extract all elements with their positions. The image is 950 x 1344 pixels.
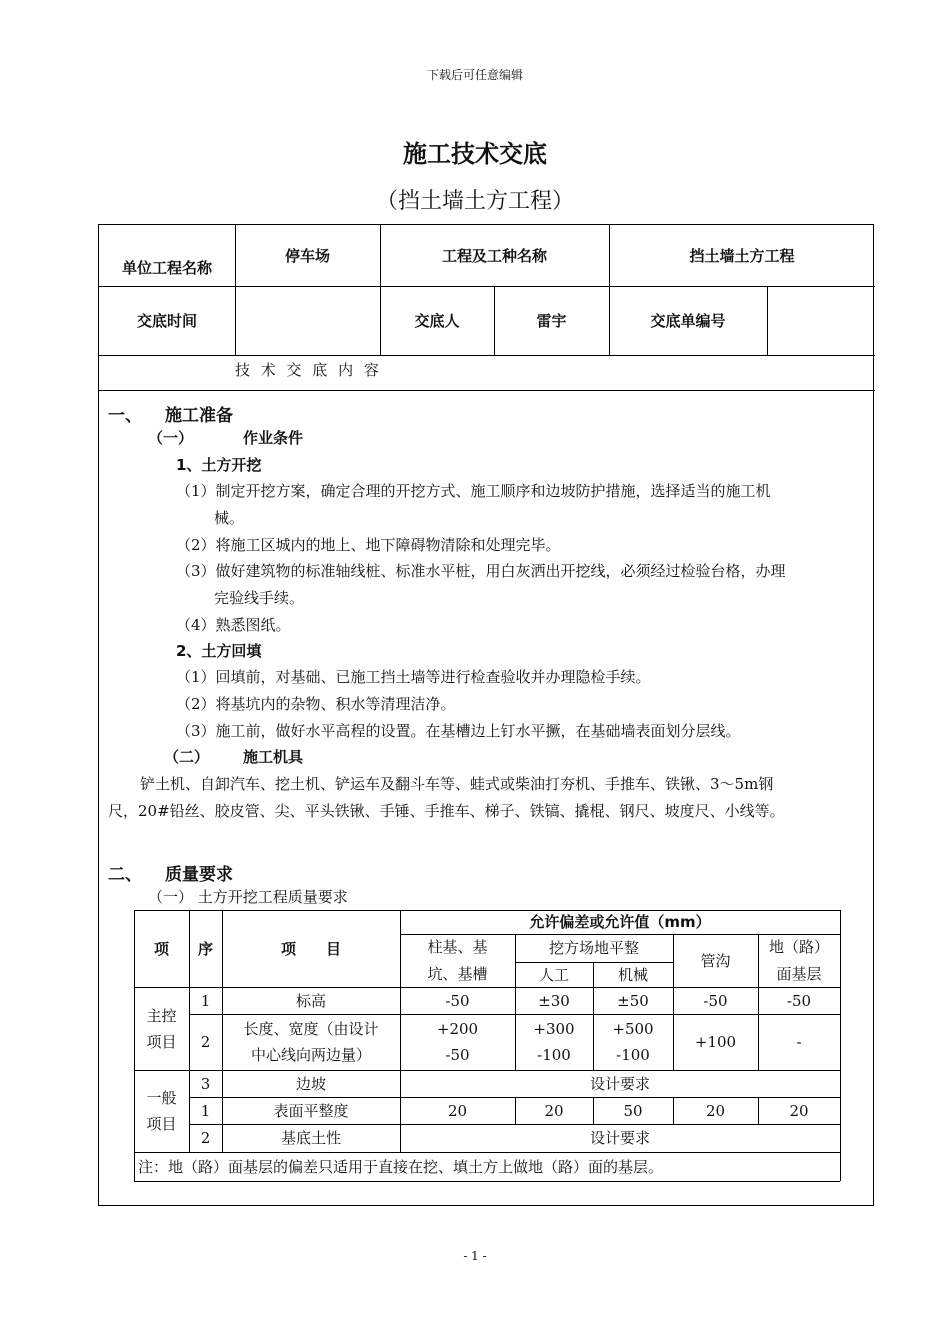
header-allow: 允许偏差或允许值（mm） [529,913,711,931]
table-divider [99,390,875,391]
row-value-line: -50 [445,1046,470,1064]
section2-sub1: （一） 土方开挖工程质量要求 [148,888,348,906]
row-value-line: -100 [537,1046,571,1064]
person-label: 交底人 [414,312,460,330]
sub2-num: （二） [164,748,210,766]
item1-title: 1、土方开挖 [176,456,262,474]
row-name-line: 中心线向两边量） [250,1046,371,1064]
row-merged-value: 设计要求 [589,1129,650,1147]
row-value: ±50 [617,991,649,1010]
row-name: 基底土性 [280,1129,341,1147]
row-name-line: 长度、宽度（由设计 [243,1020,379,1038]
header-seq: 序 [197,939,213,958]
group-general-label: 项目 [146,1115,177,1133]
header-item: 项 [153,939,169,958]
row-value [593,1014,673,1070]
row-merged-value: 设计要求 [589,1074,650,1093]
item2-title: 2、土方回填 [176,642,262,660]
sub2-title: 施工机具 [243,748,304,766]
item2-line: （2）将基坑内的杂物、积水等清理洁净。 [176,695,456,713]
number-label: 交底单编号 [650,312,726,330]
row-seq: 1 [200,991,211,1010]
row-value-line: -100 [616,1046,650,1064]
tools-line: 尺，20#铅丝、胶皮管、尖、平头铁锹、手锤、手推车、梯子、铁镐、撬棍、钢尺、坡度尺、小线等。 [108,802,785,820]
quality-table [134,910,840,1181]
sub1-title: 作业条件 [243,429,304,447]
header-col1: 坑、基槽 [427,964,488,983]
header-name: 项 目 [280,939,341,958]
row-value: -50 [786,991,812,1010]
header-col2-manual: 人工 [538,965,569,984]
time-label: 交底时间 [136,312,197,330]
work-type-label: 工程及工种名称 [441,247,547,265]
group-main [134,987,189,1070]
row-seq: 3 [200,1074,211,1093]
tools-line: 铲土机、自卸汽车、挖土机、铲运车及翻斗车等、蛙式或柴油打夯机、手推车、铁锹、3～5m钢 [140,775,774,793]
row-value-line: +200 [436,1020,479,1038]
item1-line: （2）将施工区城内的地上、地下障碍物清除和处理完毕。 [176,536,561,554]
unit-project-label: 单位工程名称 [121,258,212,277]
header-col1: 柱基、基 [427,938,488,956]
row-seq: 2 [200,1129,211,1147]
header-col3: 管沟 [700,951,731,970]
item1-line: （1）制定开挖方案，确定合理的开挖方式、施工顺序和边坡防护措施，选择适当的施工机 [176,482,771,500]
group-main-label: 项目 [146,1032,177,1051]
time-value [235,286,380,355]
row-value [515,1014,593,1070]
header-col2: 挖方场地平整 [548,939,639,957]
table-divider [840,910,841,1181]
header-col4: 地（路） [768,938,829,956]
page-title: 施工技术交底 [403,140,547,168]
section2-title: 质量要求 [165,865,233,885]
row-value: - [796,1033,802,1051]
number-value [767,286,875,355]
row-value: +100 [694,1033,737,1051]
group-general-label: 一般 [146,1089,177,1107]
row-value: ±30 [538,991,570,1010]
row-value: 20 [705,1101,726,1120]
row-value-line: +300 [533,1020,575,1038]
unit-project-value: 停车场 [284,247,330,265]
row-seq: 1 [200,1101,211,1120]
group-general [134,1070,189,1152]
section1-title: 施工准备 [165,406,233,426]
item1-line: （4）熟悉图纸。 [176,616,291,634]
item1-line: 完验线手续。 [214,589,305,607]
header-col2-machine: 机械 [617,965,648,984]
row-value: 20 [544,1101,564,1120]
header-note: 下载后可任意编辑 [426,68,523,82]
row-seq: 2 [200,1033,211,1051]
content-label: 技 术 交 底 内 容 [235,361,382,379]
section1-num: 一、 [108,406,142,426]
table-note: 注：地（路）面基层的偏差只适用于直接在挖、填土方上做地（路）面的基层。 [138,1157,664,1176]
row-name: 边坡 [295,1074,326,1093]
table-divider [99,355,875,356]
group-main-label: 主控 [146,1006,177,1025]
item1-line: （3）做好建筑物的标准轴线桩、标准水平桩，用白灰洒出开挖线，必须经过检验台格，办理 [176,562,786,580]
row-value: 20 [447,1101,468,1120]
item2-line: （3）施工前，做好水平高程的设置。在基槽边上钉水平撅，在基础墙表面划分层线。 [176,722,741,740]
row-value: 20 [789,1101,809,1120]
row-value: -50 [445,991,470,1010]
row-name: 表面平整度 [273,1101,349,1120]
section2-num: 二、 [108,865,142,885]
row-value: 50 [623,1101,643,1120]
row-value [400,1014,515,1070]
header-col4: 面基层 [776,964,822,983]
page-number: - 1 - [463,1249,487,1263]
table-divider [134,1181,840,1182]
page-subtitle: （挡土墙土方工程） [375,189,574,214]
row-name: 标高 [295,991,326,1010]
sub1-num: （一） [148,429,194,447]
item1-line: 械。 [214,509,245,527]
work-type-value: 挡土墙土方工程 [689,247,795,265]
row-value-line: +500 [612,1020,654,1038]
row-value: -50 [703,991,728,1010]
person-value: 雷宇 [536,312,567,330]
item2-line: （1）回填前，对基础、已施工挡土墙等进行检查验收并办理隐检手续。 [176,668,651,686]
row-name [222,1014,400,1070]
